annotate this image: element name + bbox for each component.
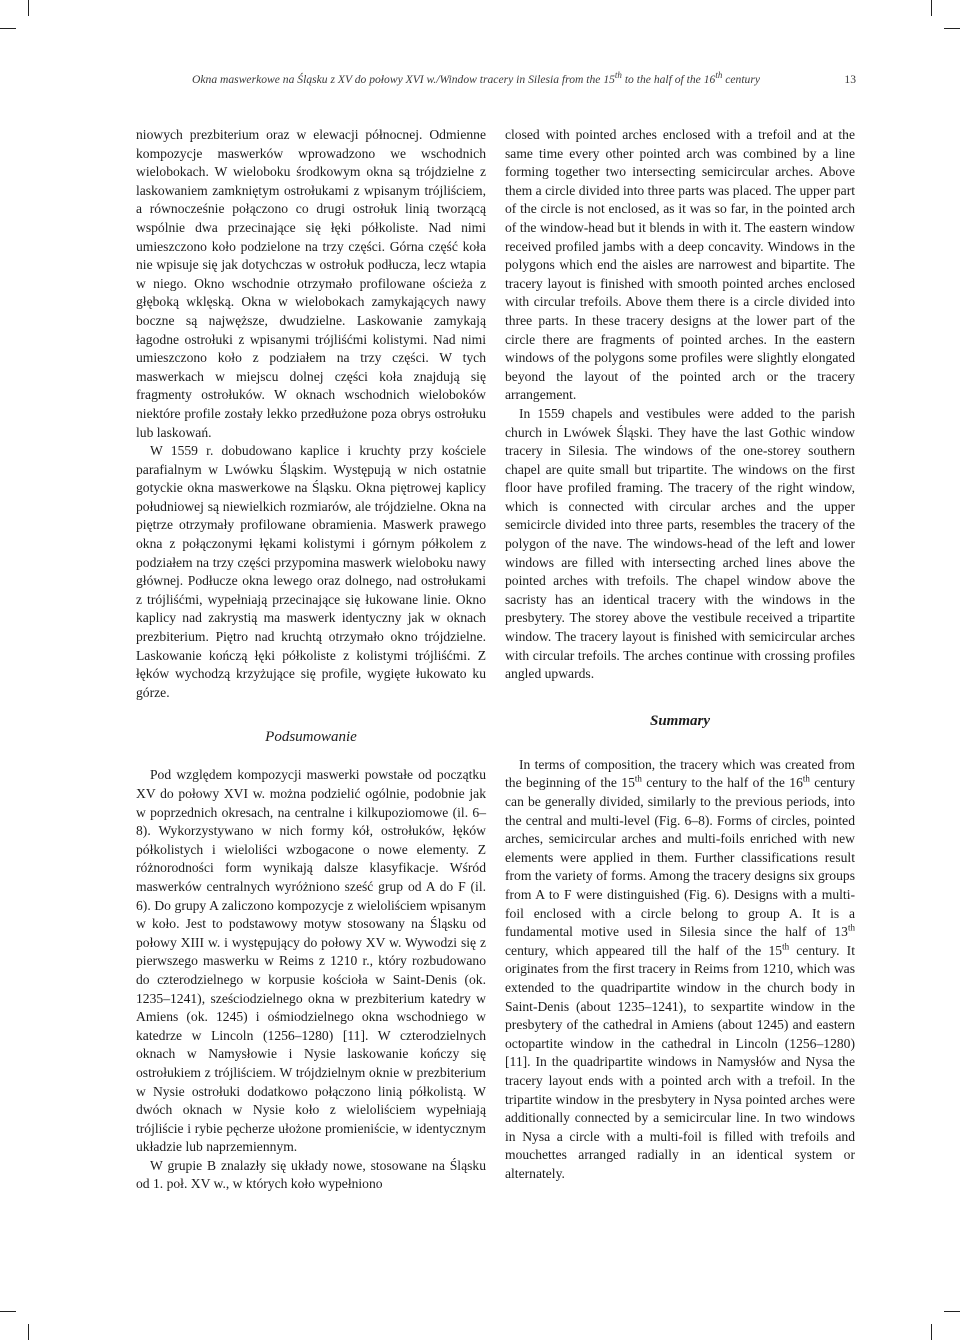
left-column-polish — [136, 126, 486, 1194]
paragraph-pl-2: W 1559 r. dobudowano kaplice i kruchty przy kościele parafialnym w Lwówku Śląskim. Występują w nich ostatnie gotyckie okna maswerkowe na Śląsku. Okna piętrowej kaplicy południowej są niewielkich rozmiarów, ale trójdzielne. Okna na piętrze otrzymały profilowane obramienia. Maswerk prawego okna z połączonymi łękami kolistymi i górnym półkolem z podziałem na trzy części przypomina maswerk wieloboku nawy głównej. Podłucze okna lewego oraz dolnego, nad ostrołukami z trójliśćmi, wypełniają przecinające się łukowane linie. Okno kaplicy nad zakrystią ma maswerk identyczny jak w oknach prezbiterium. Piętro nad kruchtą otrzymało okno trójdzielne. Laskowanie kończą łęki półkoliste z kolistymi trójliśćmi. Z łęków wychodzą krzyżujące się profile, wygięte łukowato ku górze. — [136, 443, 486, 700]
paragraph-pl-4: W grupie B znalazły się układy nowe, stosowane na Śląsku od 1. poł. XV w., w których koło wypełniono — [136, 1157, 486, 1192]
paragraph-pl-1: niowych prezbiterium oraz w elewacji północnej. Odmienne kompozycje maswerków wprowadzono we wschodnich wielobokach. W wieloboku środkowym okna są trójdzielne z laskowaniem zamkniętym ostrołukami z wpisanym trójliściem, a równocześnie połączono co drugi ostrołuk linią tworzącą wspólnie dwa przecinające się łęki półkoliste. Nad nimi umieszczono koło podzielone na trzy części. Górna część koła nie wpisuje się jak dotychczas w ostrołuk podłucza, lecz wtapia w niego. Okno wschodnie otrzymało profilowane ościeża z głęboką wklęską. Okna w wielobokach zamykających nawy boczne są najwęższe, dwudzielne. Laskowanie zamykają łagodne ostrołuki z wpisanymi trójliśćmi kolistymi. Nad nimi umieszczono koło z podziałem na trzy części. W tych maswerkach w miejscu dolnej części koła znajdują się fragmenty ostrołuków. W oknach wschodnich wieloboków niektóre profile zostały lekko przedłużone poza obrys ostrołuku lub laskowań. — [136, 127, 486, 440]
crop-mark-top-right — [931, 0, 932, 16]
crop-mark-top-left-h — [0, 28, 16, 29]
paragraph-en-1: closed with pointed arches enclosed with a trefoil and at the same time every other pointed arch was combined by a line forming together two intersecting semicircular arches. Above them a circle divided into three parts was placed. The upper part of the circle is not enclosed, as it was so far, in the pointed arch of the window-head but it blends in with it. The eastern window received profiled jambs with a deep concavity. Windows in the polygons which end the aisles are narrowest and bipartite. The tracery layout is finished with smooth pointed arches enclosed with circular trefoils. Above them there is a circle divided into three parts. In these tracery designs at the lower part of the circle there are fragments of pointed arches. In the eastern windows of the polygons some profiles were slightly elongated beyond the layout of the pointed arch or the tracery arrangement. — [505, 127, 855, 403]
paragraph-en-3: In terms of composition, the tracery which was created from the beginning of the 15th century to the half of the 16th century can be generally divided, similarly to the previous periods, into the central and multi-level (Fig. 6–8). Forms of circles, pointed arches, semicircular arches and multi-foils enriched with new elements were applied in them. Further classifications result from the variety of forms. Among the tracery designs six groups from A to F were distinguished (Fig. 6). Designs with a multi-foil enclosed with a circle belong to group A. It is a fundamental motive used in Silesia since the half of 13th century, which appeared till the half of the 15th century. It originates from the first tracery in Reims from 1210, which was extended to the quadripartite window in the church body in Saint-Denis (about 1235–1241), to sexpartite window in the presbytery of the cathedral in Amiens (about 1245) and eastern octopartite window in the cathedral in Lincoln (1256–1280) [11]. In the quadripartite windows in Namysłów and Nysa the tracery layout ends with a pointed arch with a trefoil. In the tripartite window in the presbytery in Nysa pointed arches were additionally connected by a semicircular line. In two windows in Nysa a circle with a multi-foil is filled with trefoils and mouchettes arranged radially in an identical system or alternately. — [505, 756, 855, 1181]
running-header-title: Okna maswerkowe na Śląsku z XV do połowy XVI w./Window tracery in Silesia from the 15th to the half of the 16th century — [192, 70, 761, 86]
paragraph-pl-3: Pod względem kompozycji maswerki powstałe od początku XV do połowy XVI w. można podzielić ogólnie, podobnie jak w poprzednich okresach, na centralne i kilkupoziomowe (il. 6–8). Wykorzystywano w nich formy kół, ostrołuków, łęków półkolistych i wieloliści wzbogacone o nowe elementy. Z różnorodności form wynikają dalsze klasyfikacje. Wśród maswerków centralnych wyróżniono sześć grup od A do F (il. 6). Do grupy A zaliczono kompozycje z wieloliściem wpisanym w koło. Jest to podstawowy motyw stosowany na Śląsku od połowy XIII w. i występujący do połowy XV w. Wywodzi się z pierwszego maswerku w Reims z 1210 r., który rozbudowano do czterodzielnego w korpusie kościoła w Saint-Denis (ok. 1235–1241), sześciodzielnego okna w prezbiterium katedry w Amiens (ok. 1245) i ośmiodzielnego okna wschodniego w katedrze w Lincoln (1256–1280) [11]. W czterodzielnych oknach w Namysłowie i Nysie laskowanie kończy się ostrołukiem z trójliściem. W trójdzielnym oknie w prezbiterium w Nysie ostrołuki dodatkowo połączono linią półkolistą. W dwóch oknach w Nysie koło z wieloliściem wypełniają trójliście i rybie pęcherze ułożone promieniście, w identycznym układzie lub naprzemiennym. — [136, 767, 486, 1155]
page-number: 13 — [844, 73, 856, 86]
crop-mark-bottom-left-h — [0, 1311, 16, 1312]
crop-mark-bottom-left — [28, 1324, 29, 1340]
crop-mark-top-right-h — [944, 28, 960, 29]
crop-mark-bottom-right — [931, 1324, 932, 1340]
section-heading-summary: Summary — [649, 712, 710, 729]
section-heading-podsumowanie: Podsumowanie — [265, 729, 357, 746]
paragraph-en-2: In 1559 chapels and vestibules were added to the parish church in Lwówek Śląski. They have the last Gothic window tracery in Silesia. The windows of the one-storey southern chapel are quite small but tripartite. The windows on the first floor have profiled framing. The tracery of the right window, which is connected with circular arches and the upper semicircle divided into three parts, resembles the tracery of the polygon of the nave. The windows-head of the left and lower windows are filled with intersecting arched lines above the pointed arches with trefoils. The chapel window above the sacristy has an identical tracery with the windows in the presbytery. The storey above the vestibule received a tripartite window. The tracery layout is finished with semicircular arches with circular trefoils. The arches continue with crossing profiles angled upwards. — [505, 405, 855, 682]
crop-mark-bottom-right-h — [944, 1311, 960, 1312]
crop-mark-top-left — [28, 0, 29, 16]
right-column-english — [505, 126, 855, 1183]
